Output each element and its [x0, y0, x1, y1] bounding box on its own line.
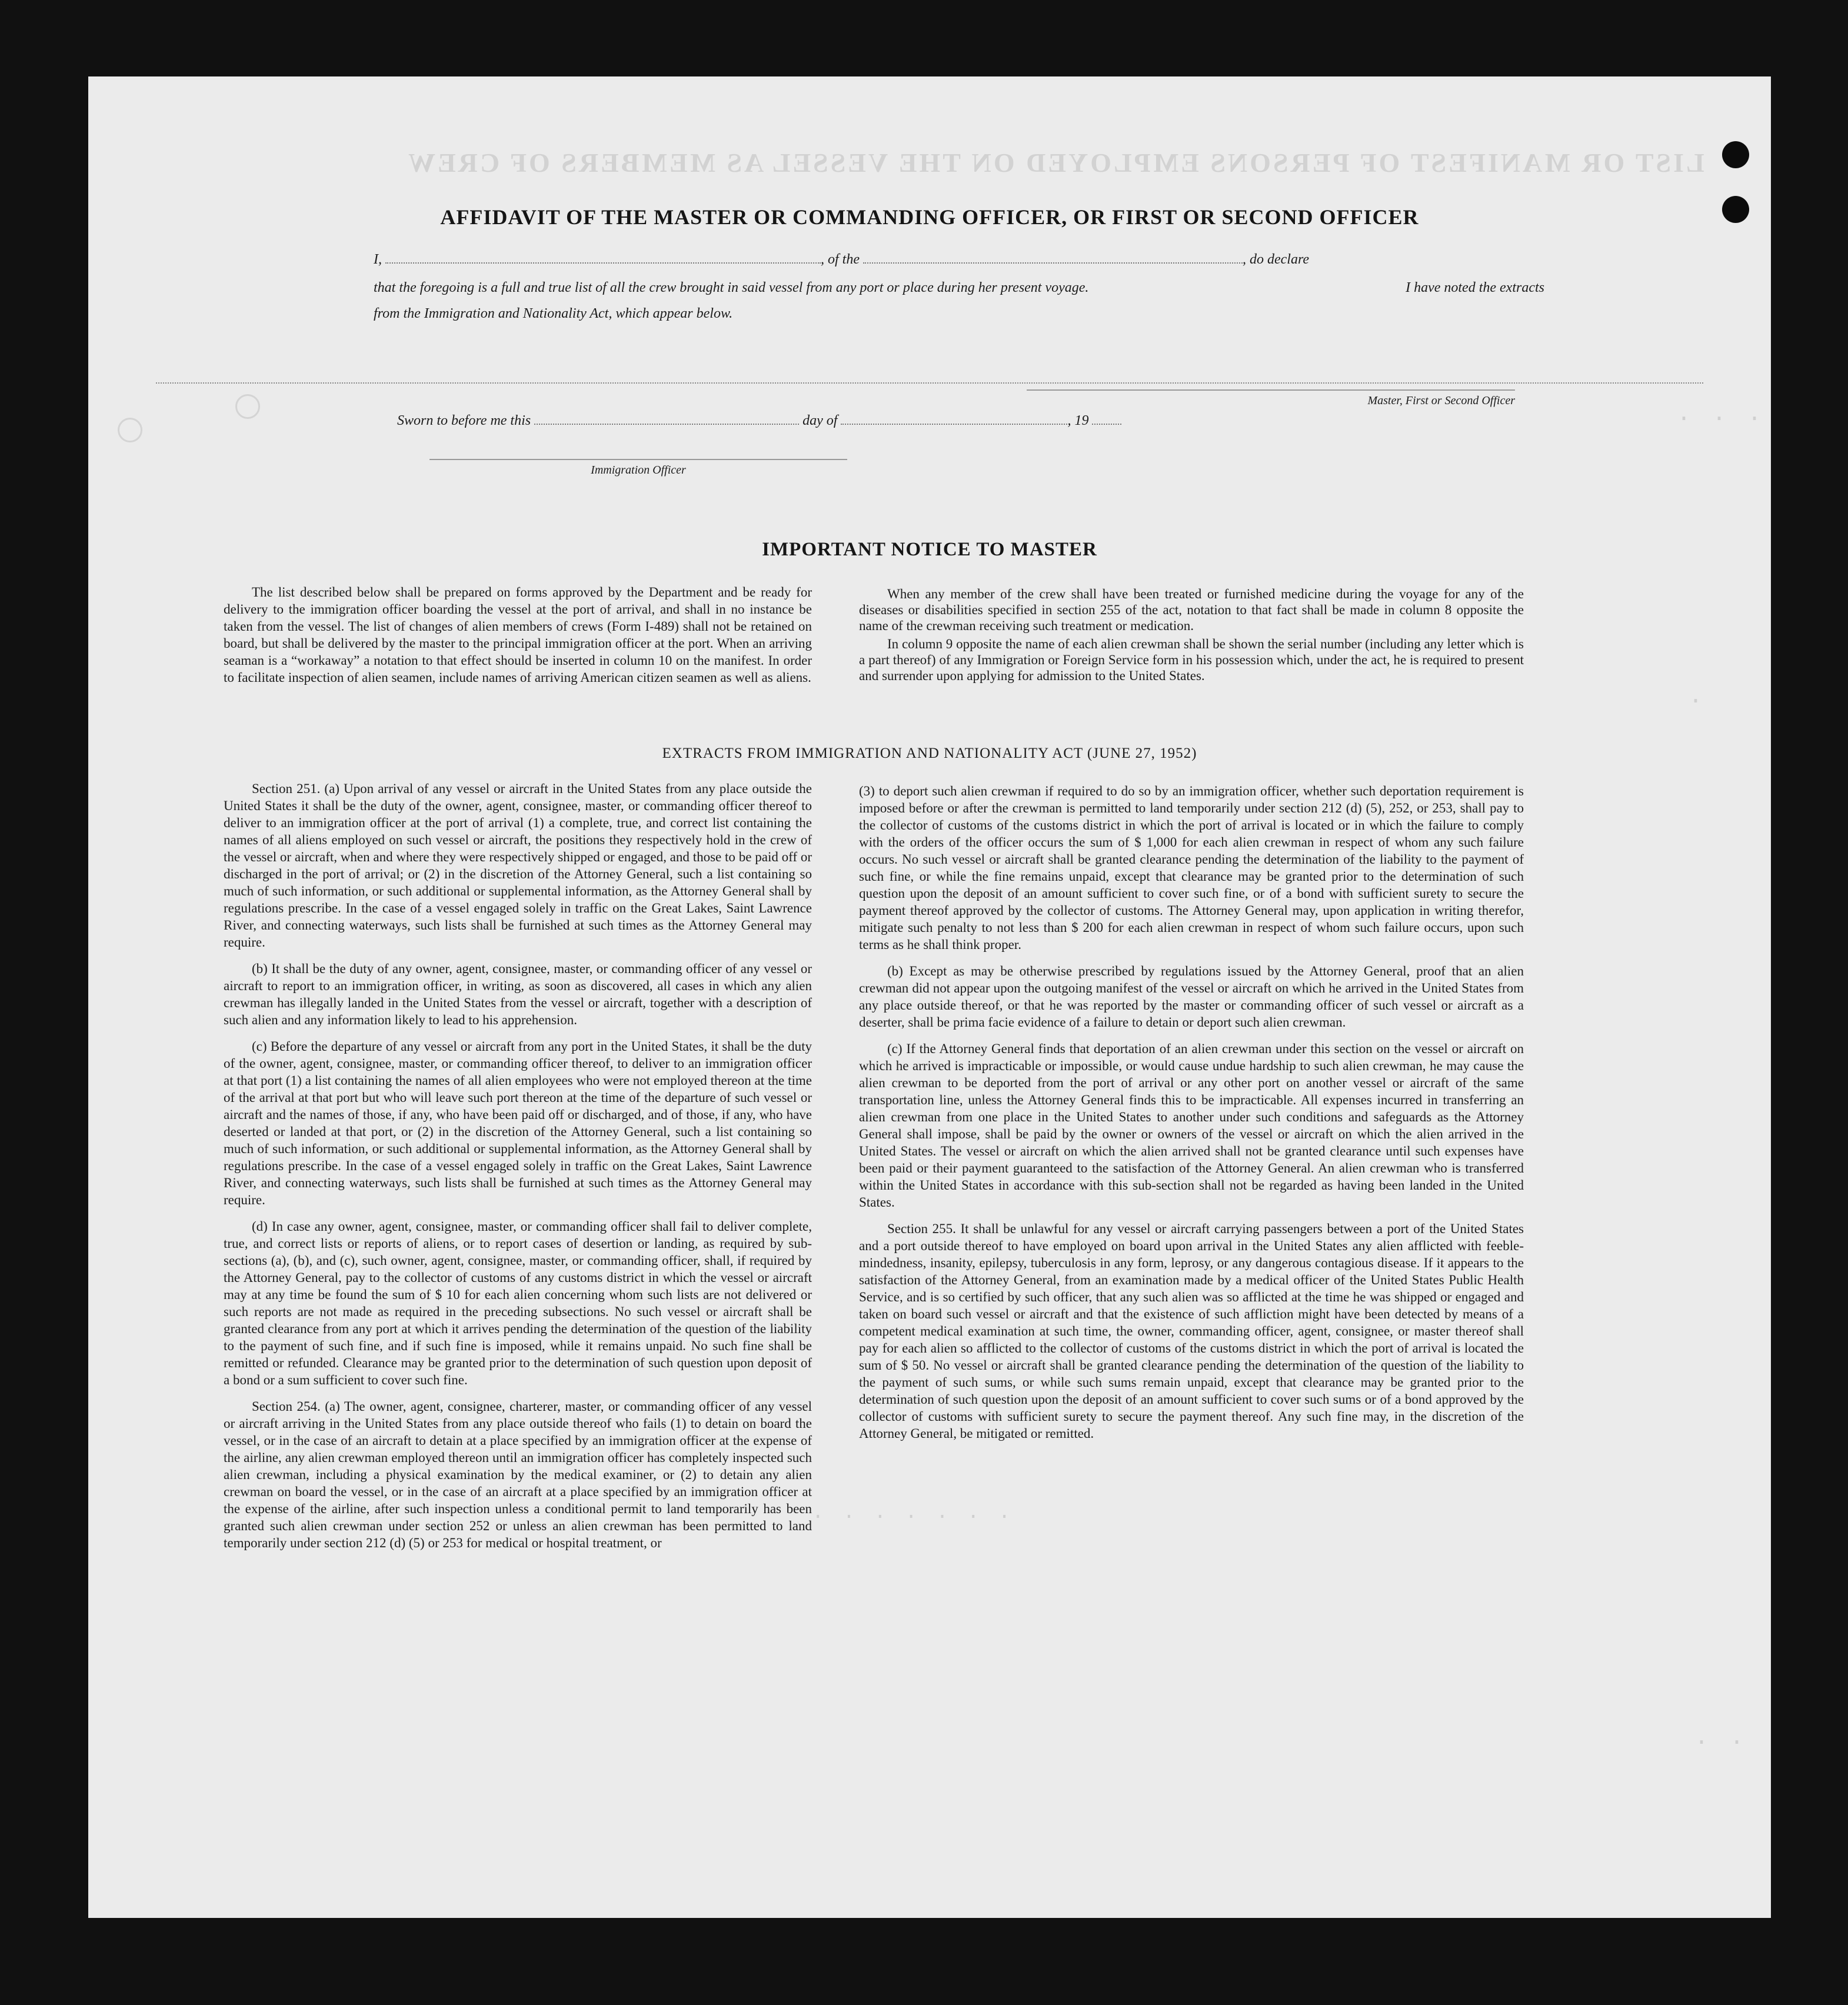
bleed-through-heading: LIST OR MANIFEST OF PERSONS EMPLOYED ON THE VESSEL AS MEMBERS OF CREW [406, 148, 1704, 178]
affidavit-title: AFFIDAVIT OF THE MASTER OR COMMANDING OFFICER, OR FIRST OR SECOND OFFICER [440, 205, 1419, 229]
i-label: I, [374, 252, 382, 267]
do-declare-label: , do declare [1243, 252, 1310, 267]
section-254c: (c) If the Attorney General finds that deportation of an alien crewman under this section on the vessel or aircraft on which he arrived is impracticable or impossible, or would cause undue hardship to such alien crewman, he may cause the alien crewman to be deported from the port of arrival or any other port on another vessel or aircraft of the same transportation line, unless the Attorney General finds this to be impracticable. All expenses incurred in transferring an alien crewman from one place in the United States to another under such conditions and safeguards as the Attorney General shall impose, shall be paid by the owner or owners of the vessel or aircraft on which the alien arrived in the United States. The vessel or aircraft on which the alien arrived shall not be granted clearance until such expenses have been paid or their payment guaranteed to the satisfaction of the Attorney General. An alien crewman who is transferred within the United States in accordance with this sub-section shall not be regarded as having been landed in the United States. [859, 1041, 1524, 1210]
signature-line[interactable] [1027, 389, 1515, 391]
officer-caption: Immigration Officer [591, 464, 686, 477]
section-254a: Section 254. (a) The owner, agent, consignee, charterer, master, or commanding officer of any vessel or aircraft arriving in the United States from any place outside thereof who fails (1) to detain on board the vessel, or in the case of an aircraft to detain at a place specified by an immigration officer at the expense of the airline, any alien crewman employed thereon until an immigration officer has completely inspected such alien crewman, including a physical examination by the medical examiner, or (2) to detain any alien crewman on board the vessel, or in the case of an aircraft at a place specified by an immigration officer at the expense of the airline, after such inspection unless a conditional permit to land temporarily has been granted such alien crewman under section 252 or unless an alien crewman has been permitted to land temporarily under section 212 (d) (5) or 253 for medical or hospital treatment, or [224, 1399, 812, 1550]
name-blank[interactable] [385, 262, 821, 264]
declaration-line-2a: that the foregoing is a full and true list of all the crew brought in said vessel from any port or place during her present voyage. [374, 280, 1089, 295]
section-251d: (d) In case any owner, agent, consignee, master, or commanding officer shall fail to deliver complete, true, and correct lists or reports of aliens, or to report cases of desertion or landing, as required by sub-sections (a), (b), and (c), such owner, agent, consignee, master, or commanding officer, shall, if required by the Attorney General, pay to the collector of customs of any customs district in which the vessel or aircraft may at any time be found the sum of $ 10 for each alien concerning whom such lists are not delivered or such reports are not made as required in the preceding subsections. No such vessel or aircraft shall be granted clearance from any port at which it arrives pending the determination of the question of the liability to the payment of such fine, and if such fine is imposed, while it remains unpaid. No such fine shall be remitted or refunded. Clearance may be granted prior to the determination of such question upon deposit of a bond or a sum sufficient to cover such fine. [224, 1219, 812, 1387]
extracts-left-column [224, 780, 812, 1561]
section-254a-continued: (3) to deport such alien crewman if required to do so by an immigration officer, whether such deportation requirement is imposed before or after the crewman is permitted to land temporarily under section 212 (d) (5), 252, or 253, shall pay to the collector of customs of the customs district in which the port of arrival is located or in which the failure to comply with the orders of the officer occurs the sum of $ 1,000 for each alien crewman in respect of whom any such failure occurs. No such vessel or aircraft shall be granted clearance pending the determination of the liability to the payment of such fine, or while the fine remains unpaid, except that clearance may be granted prior to the determination of such question upon the deposit of an amount sufficient to cover such fine, or of a bond with sufficient surety to secure the payment thereof approved by the collector of customs. The Attorney General may, upon application in writing therefor, mitigate such penalty to not less than $ 200 for each alien crewman in respect of whom such failure occurs, upon such terms as he shall think proper. [859, 784, 1524, 952]
bleed-through-text: · · · [1677, 406, 1766, 432]
bleed-through-stamp [118, 418, 142, 442]
bleed-through-text: · · [1694, 1730, 1748, 1756]
extracts-right-column [859, 782, 1524, 1451]
bleed-through-text: · [1689, 688, 1707, 715]
section-251b: (b) It shall be the duty of any owner, agent, consignee, master, or commanding officer of any vessel or aircraft to report to an immigration officer, in writing, as soon as discovered, all cases in which any alien crewman has illegally landed in the United States from the vessel or aircraft, together with a description of such alien and any information likely to lead to his apprehension. [224, 961, 812, 1027]
bleed-through-stamp [235, 394, 260, 419]
document-page [88, 76, 1771, 1918]
section-254b: (b) Except as may be otherwise prescribed by regulations issued by the Attorney General, proof that an alien crewman did not appear upon the outgoing manifest of the vessel or aircraft on which he arrived in the United States from any place outside thereof, or that he was reported by the master or commanding officer of such vessel or aircraft as a deserter, shall be prima facie evidence of a failure to detain or deport such alien crewman. [859, 964, 1524, 1030]
sworn-month-blank[interactable] [841, 424, 1067, 425]
section-251a: Section 251. (a) Upon arrival of any vessel or aircraft in the United States from any place outside the United States it shall be the duty of the owner, agent, consignee, master, or commanding officer thereof to deliver to an immigration officer at the port of arrival (1) a complete, true, and correct list containing the names of all aliens employed on such vessel or aircraft, the positions they respectively hold in the crew of the vessel or aircraft, when and where they were respectively shipped or engaged, and those to be paid off or discharged in the port of arrival; or (2) in the discretion of the Attorney General, such a list containing so much of such information, or such additional or supplemental information, as the Attorney General shall by regulations prescribe. In the case of a vessel engaged solely in traffic on the Great Lakes, Saint Lawrence River, and connecting waterways, such lists shall be furnished at such times as the Attorney General may require. [224, 781, 812, 950]
section-251c: (c) Before the departure of any vessel or aircraft from any port in the United States, it shall be the duty of the owner, agent, consignee, master, or commanding officer thereof, to deliver to an immigration officer at that port (1) a list containing the names of all alien employees who were not employed thereon at the time of the arrival at that port but who will leave such port thereon at the time of the departure of such vessel or aircraft and the names of those, if any, who have been paid off or discharged, and of those, if any, who have deserted or landed at that port, or (2) in the discretion of the Attorney General, such a list containing so much of such information, or such additional or supplemental information, as the Attorney General shall by regulations prescribe. In the case of a vessel engaged solely in traffic on the Great Lakes, Saint Lawrence River, and connecting waterways, such lists shall be furnished at such times as the Attorney General may require. [224, 1039, 812, 1207]
vessel-blank[interactable] [863, 262, 1243, 264]
sworn-line [397, 413, 1280, 429]
officer-signature-line[interactable] [429, 459, 847, 460]
sworn-year-blank[interactable] [1092, 424, 1121, 425]
declaration-line-1 [374, 252, 1533, 268]
day-of-label: day of [803, 413, 838, 428]
notice-left-column [224, 584, 812, 695]
notice-right-column [859, 586, 1524, 693]
notice-right-paragraph-1: When any member of the crew shall have been treated or furnished medicine during the voyage for any of the diseases or disabilities specified in section 255 of the act, notation to that fact shall be made in column 8 opposite the name of the crewman receiving such treatment or medication. [859, 587, 1524, 633]
sworn-label: Sworn to before me this [397, 413, 531, 428]
sworn-day-blank[interactable] [534, 424, 799, 425]
notice-right-paragraph-2: In column 9 opposite the name of each alien crewman shall be shown the serial number (including any letter which is a part thereof) of any Immigration or Foreign Service form in his possession which, under the act, he is required to present and surrender upon applying for admission to the United States. [859, 637, 1524, 683]
notice-left-paragraph: The list described below shall be prepared on forms approved by the Department and be ready for delivery to the immigration officer boarding the vessel at the port of arrival, and shall in no instance be taken from the vessel. The list of changes of alien members of crews (Form I-489) shall not be retained on board, but shall be delivered by the master to the principal immigration officer at the port. When an arriving seaman is a “workaway” a notation to that effect should be inserted in column 10 on the manifest. In order to facilitate inspection of alien seamen, include names of arriving American citizen seamen as well as aliens. [224, 585, 812, 685]
section-divider [156, 382, 1703, 384]
declaration-line-2b: I have noted the extracts [1406, 280, 1544, 295]
year-label: , 19 [1067, 413, 1089, 428]
signature-caption: Master, First or Second Officer [1367, 394, 1515, 407]
of-the-label: , of the [821, 252, 860, 267]
punch-hole [1722, 141, 1749, 168]
bleed-through-text: · · · · · · · [812, 1506, 1014, 1528]
section-255: Section 255. It shall be unlawful for any vessel or aircraft carrying passengers between a port of the United States and a port outside thereof to have employed on board upon arrival in the United States any alien afflicted with feeble-mindedness, insanity, epilepsy, tuberculosis in any form, leprosy, or any dangerous contagious disease. If it appears to the satisfaction of the Attorney General, from an examination made by a medical officer of the United States Public Health Service, and is so certified by such officer, that any such alien was so afflicted at the time he was shipped or engaged and taken on board such vessel or aircraft and that the existence of such affliction might have been detected by means of a competent medical examination at such time, the owner, commanding officer, agent, consignee, or master thereof shall pay for each alien so afflicted to the collector of customs of the customs district in which the port of arrival is located the sum of $ 50. No vessel or aircraft shall be granted clearance pending the determination of the question of the liability to the payment of such sums, or while such sums remain unpaid, except that clearance may be granted prior to the determination of such question upon the deposit of an amount sufficient to cover such sums or of a bond approved by the collector of customs with sufficient surety to secure the payment thereof. Any such fine may, in the discretion of the Attorney General, be mitigated or remitted. [859, 1221, 1524, 1441]
declaration-line-3: from the Immigration and Nationality Act, which appear below. [374, 306, 733, 321]
extracts-title: EXTRACTS FROM IMMIGRATION AND NATIONALITY ACT (JUNE 27, 1952) [662, 745, 1197, 761]
notice-title: IMPORTANT NOTICE TO MASTER [762, 539, 1097, 560]
